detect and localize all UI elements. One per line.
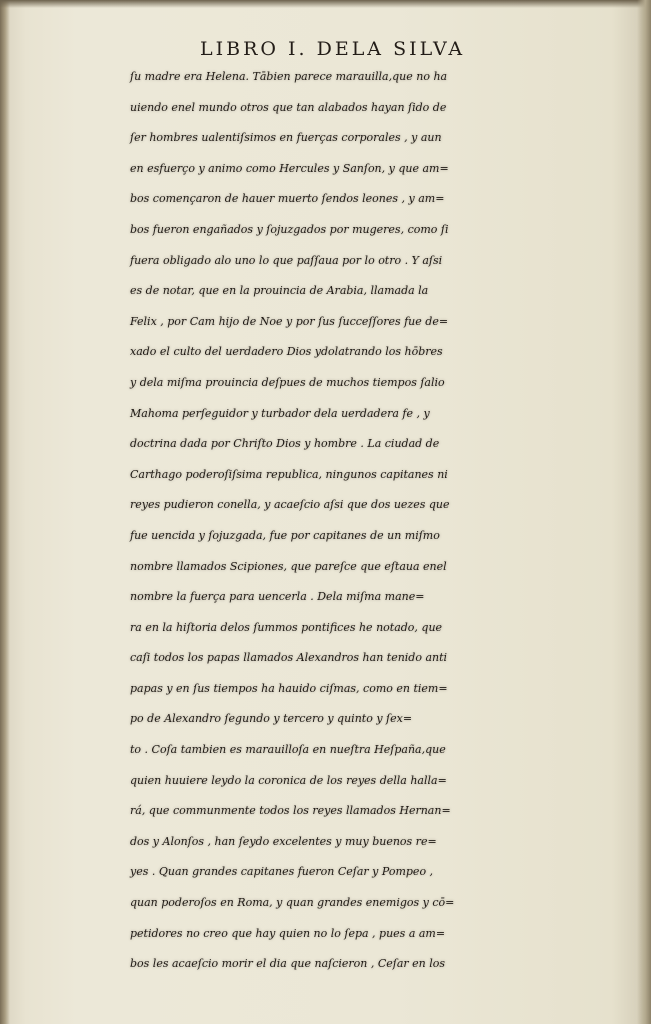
text-line: papas y en ſus tiempos ha hauido ciſmas, como en tiem=	[130, 681, 448, 695]
text-line: xado el culto del uerdadero Dios ydolatrando los hōbres	[130, 345, 443, 359]
text-line: Felix , por Cam hijo de Noe y por ſus ſucceſſores fue de=	[130, 314, 449, 328]
text-line: rá, que communmente todos los reyes llamados Hernan=	[130, 804, 451, 818]
text-line: Carthago poderoſiſsima republica, ningunos capitanes ni	[130, 467, 448, 481]
text-line: ſer hombres ualentiſsimos en fuerças corporales , y aun	[130, 131, 442, 145]
text-line: petidores no creo que hay quien no lo ſepa , pues a am=	[130, 926, 446, 940]
text-line: es de notar, que en la prouincia de Arabia, llamada la	[130, 284, 429, 298]
text-line: reyes pudieron conella, y acaeſcio aſsi que dos uezes que	[130, 498, 450, 512]
text-line: caſi todos los papas llamados Alexandros han tenido anti	[130, 651, 448, 665]
text-line: Mahoma perſeguidor y turbador dela uerdadera fe , y	[130, 406, 430, 420]
text-line: bos fueron engañados y ſojuzgados por mugeres, como ſi	[130, 222, 449, 236]
text-line: bos les acaeſcio morir el dia que naſcieron , Ceſar en los	[130, 957, 446, 971]
text-line: ra en la hiſtoria delos ſummos pontifices he notado, que	[130, 620, 443, 634]
text-line: nombre llamados Scipiones, que pareſce que eſtaua enel	[130, 559, 447, 573]
running-head: LIBRO I. DELA SILVA	[200, 38, 466, 60]
text-line: fuera obligado alo uno lo que paſſaua por lo otro . Y aſsi	[130, 253, 443, 267]
text-line: dos y Alonſos , han ſeydo excelentes y muy buenos re=	[130, 834, 437, 848]
text-line: doctrina dada por Chriſto Dios y hombre . La ciudad de	[130, 437, 440, 451]
text-line: y dela miſma prouincia deſpues de muchos tiempos ſalio	[130, 375, 445, 389]
text-line: bos començaron de hauer muerto ſendos leones , y am=	[130, 192, 445, 206]
text-line: quan poderoſos en Roma, y quan grandes enemigos y cō=	[130, 896, 455, 910]
text-line: ſu madre era Helena. Tābien parece marauilla,que no ha	[130, 70, 448, 83]
text-line: nombre la fuerça para uencerla . Dela miſma mane=	[130, 590, 425, 604]
page-top-edge	[0, 0, 651, 8]
text-line: fue uencida y ſojuzgada, fue por capitanes de un miſmo	[130, 528, 440, 542]
text-line: uiendo enel mundo otros que tan alabados hayan ſido de	[130, 100, 447, 114]
text-line: quien huuiere leydo la coronica de los reyes della halla=	[130, 773, 447, 787]
text-line: to . Coſa tambien es marauilloſa en nueſtra Heſpaña,que	[130, 743, 446, 757]
text-line: yes . Quan grandes capitanes fueron Ceſar y Pompeo ,	[130, 865, 434, 879]
text-line: po de Alexandro ſegundo y tercero y quinto y ſex=	[130, 712, 413, 726]
text-block	[130, 62, 600, 980]
text-line: en esfuerço y animo como Hercules y Sanſon, y que am=	[130, 161, 449, 175]
